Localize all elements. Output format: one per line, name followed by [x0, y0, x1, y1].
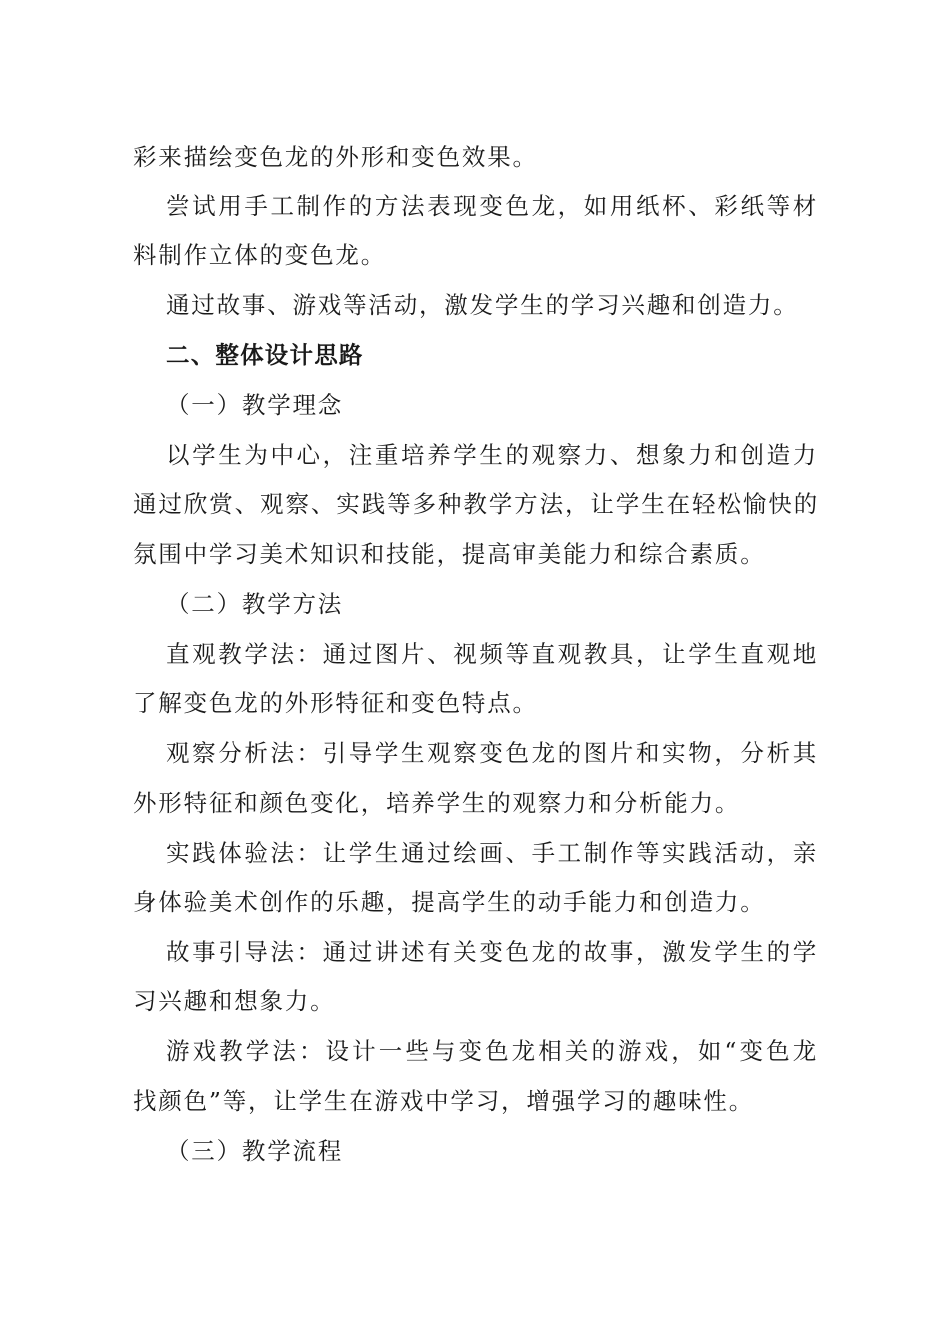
paragraph-game-line-1: 游戏教学法：设计一些与变色龙相关的游戏，如“变色龙: [166, 1037, 818, 1065]
paragraph-philosophy-line-3: 氛围中学习美术知识和技能，提高审美能力和综合素质。: [133, 540, 766, 568]
paragraph-observation-line-1: 观察分析法：引导学生观察变色龙的图片和实物，分析其: [166, 739, 818, 767]
paragraph-observation-line-2: 外形特征和颜色变化，培养学生的观察力和分析能力。: [133, 789, 741, 817]
paragraph-practice-line-2: 身体验美术创作的乐趣，提高学生的动手能力和创造力。: [133, 888, 766, 916]
paragraph-activities: 通过故事、游戏等活动，激发学生的学习兴趣和创造力。: [166, 291, 799, 319]
paragraph-story-line-2: 习兴趣和想象力。: [133, 987, 336, 1015]
section-heading-2: 二、整体设计思路: [166, 341, 364, 369]
paragraph-philosophy-line-1: 以学生为中心，注重培养学生的观察力、想象力和创造力: [166, 441, 818, 469]
paragraph-handcraft-line-1: 尝试用手工制作的方法表现变色龙，如用纸杯、彩纸等材: [166, 192, 818, 220]
paragraph-practice-line-1: 实践体验法：让学生通过绘画、手工制作等实践活动，亲: [166, 839, 818, 867]
paragraph-philosophy-line-2: 通过欣赏、观察、实践等多种教学方法，让学生在轻松愉快的: [133, 490, 819, 518]
text-line-continuation: 彩来描绘变色龙的外形和变色效果。: [133, 143, 538, 171]
paragraph-story-line-1: 故事引导法：通过讲述有关变色龙的故事，激发学生的学: [166, 938, 818, 966]
paragraph-intuitive-line-1: 直观教学法：通过图片、视频等直观教具，让学生直观地: [166, 640, 818, 668]
paragraph-intuitive-line-2: 了解变色龙的外形特征和变色特点。: [133, 689, 538, 717]
subheading-teaching-methods: （二）教学方法: [166, 590, 344, 618]
subheading-teaching-philosophy: （一）教学理念: [166, 391, 344, 419]
paragraph-game-line-2: 找颜色”等，让学生在游戏中学习，增强学习的趣味性。: [133, 1087, 755, 1115]
subheading-teaching-process: （三）教学流程: [166, 1137, 344, 1165]
paragraph-handcraft-line-2: 料制作立体的变色龙。: [133, 241, 386, 269]
